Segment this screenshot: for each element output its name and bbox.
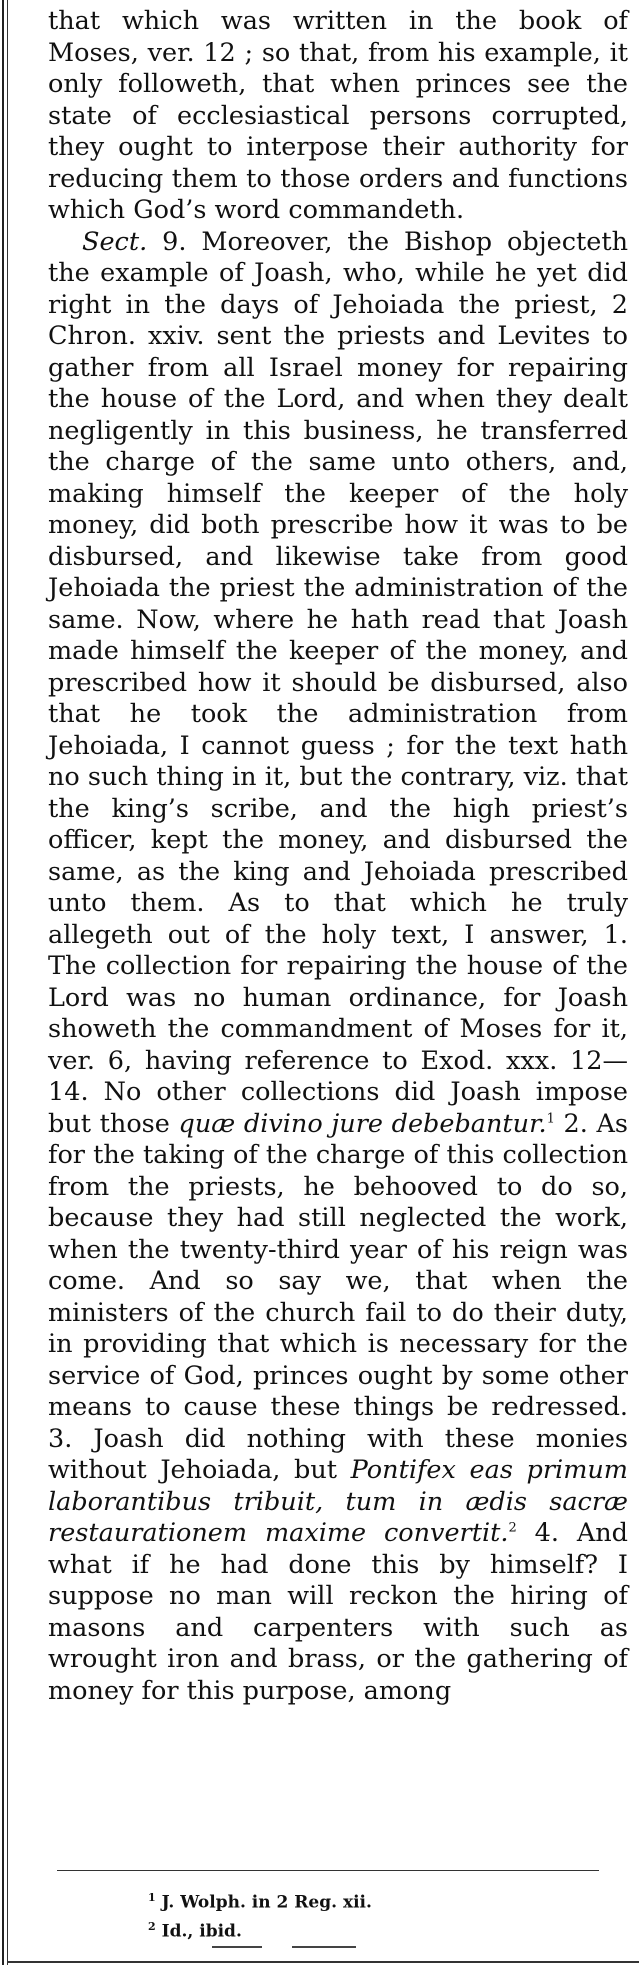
page-border-left-inner — [7, 0, 8, 1965]
footnote-mark-1: 1 — [148, 1891, 156, 1904]
footnote-ref-2: 2 — [508, 1520, 517, 1536]
paragraph-2-text-c: 4. And what if he had done this by himself? I suppose no man will reckon the hiring of masons and carpenters with such as wrought iron and brass, or the gathering of money for this purpose, among — [48, 1518, 628, 1706]
footnotes — [148, 1886, 372, 1943]
page-foot-dash-2 — [292, 1946, 356, 1948]
latin-quote-1: quæ divino jure debebantur. — [178, 1108, 547, 1139]
section-label: Sect. — [82, 226, 148, 257]
paragraph-1: that which was written in the book of Moses, ver. 12 ; so that, from his example, it only followeth, that when princes see the state of ecclesiastical persons corrupted, they ought to interpose their authority for reducing them to those orders and functions which God’s word commandeth. — [48, 6, 628, 225]
page-border-left-outer — [2, 0, 4, 1965]
footnote-text-1: J. Wolph. in 2 Reg. xii. — [161, 1892, 372, 1913]
footnote-mark-2: 2 — [148, 1919, 156, 1933]
page-foot-dash-1 — [212, 1946, 262, 1948]
footnote-ref-1: 1 — [546, 1111, 555, 1126]
paragraph-2-text-a: 9. Moreover, the Bishop objecteth the example of Joash, who, while he yet did right in the days of Jehoiada the priest, 2 Chron. xxiv. sent the priests and Levites to gather from all Israel money for repairing the house of the Lord, and when they dealt negligently in this business, he transferred the charge of the same unto others, and, making himself the keeper of the holy money, did both prescribe how it was to be disbursed, and likewise take from good Jehoiada the priest the administration of the same. Now, where he hath read that Joash made himself the keeper of the money, and prescribed how it should be disbursed, also that he took the administration from Jehoiada, I cannot guess ; for the text hath no such thing in it, but the contrary, viz. that the king’s scribe, and the high priest’s officer, kept the money, and disbursed the same, as the king and Jehoiada prescribed unto them. As to that which he truly allegeth out of the holy text, I answer, 1. The collection for repairing the house of the Lord was no human ordinance, for Joash showeth the commandment of Moses for it, ver. 6, having reference to Exod. xxx. 12—14. No other collections did Joash impose but those — [48, 226, 628, 1139]
latin-quote-2: Pontifex eas primum laborantibus tribuit, tum in ædis sacræ restaurationem maxime convertit. — [48, 1455, 628, 1548]
footnote-rule — [57, 1870, 599, 1871]
page-border-bottom — [7, 1961, 639, 1963]
paragraph-2 — [48, 227, 628, 1708]
body-text — [48, 6, 628, 1707]
paragraph-2-text-b: 2. As for the taking of the charge of this collection from the priests, he behooved to do so, because they had still neglected the work, when the twenty-third year of his reign was come. And so say we, that when the ministers of the church fail to do their duty, in providing that which is necessary for the service of God, princes ought by some other means to cause these things be redressed. 3. Joash did nothing with these monies without Jehoiada, but — [48, 1108, 629, 1485]
footnote-1 — [148, 1886, 372, 1915]
footnote-2 — [148, 1915, 372, 1944]
footnote-text-2: Id., ibid. — [161, 1921, 242, 1942]
